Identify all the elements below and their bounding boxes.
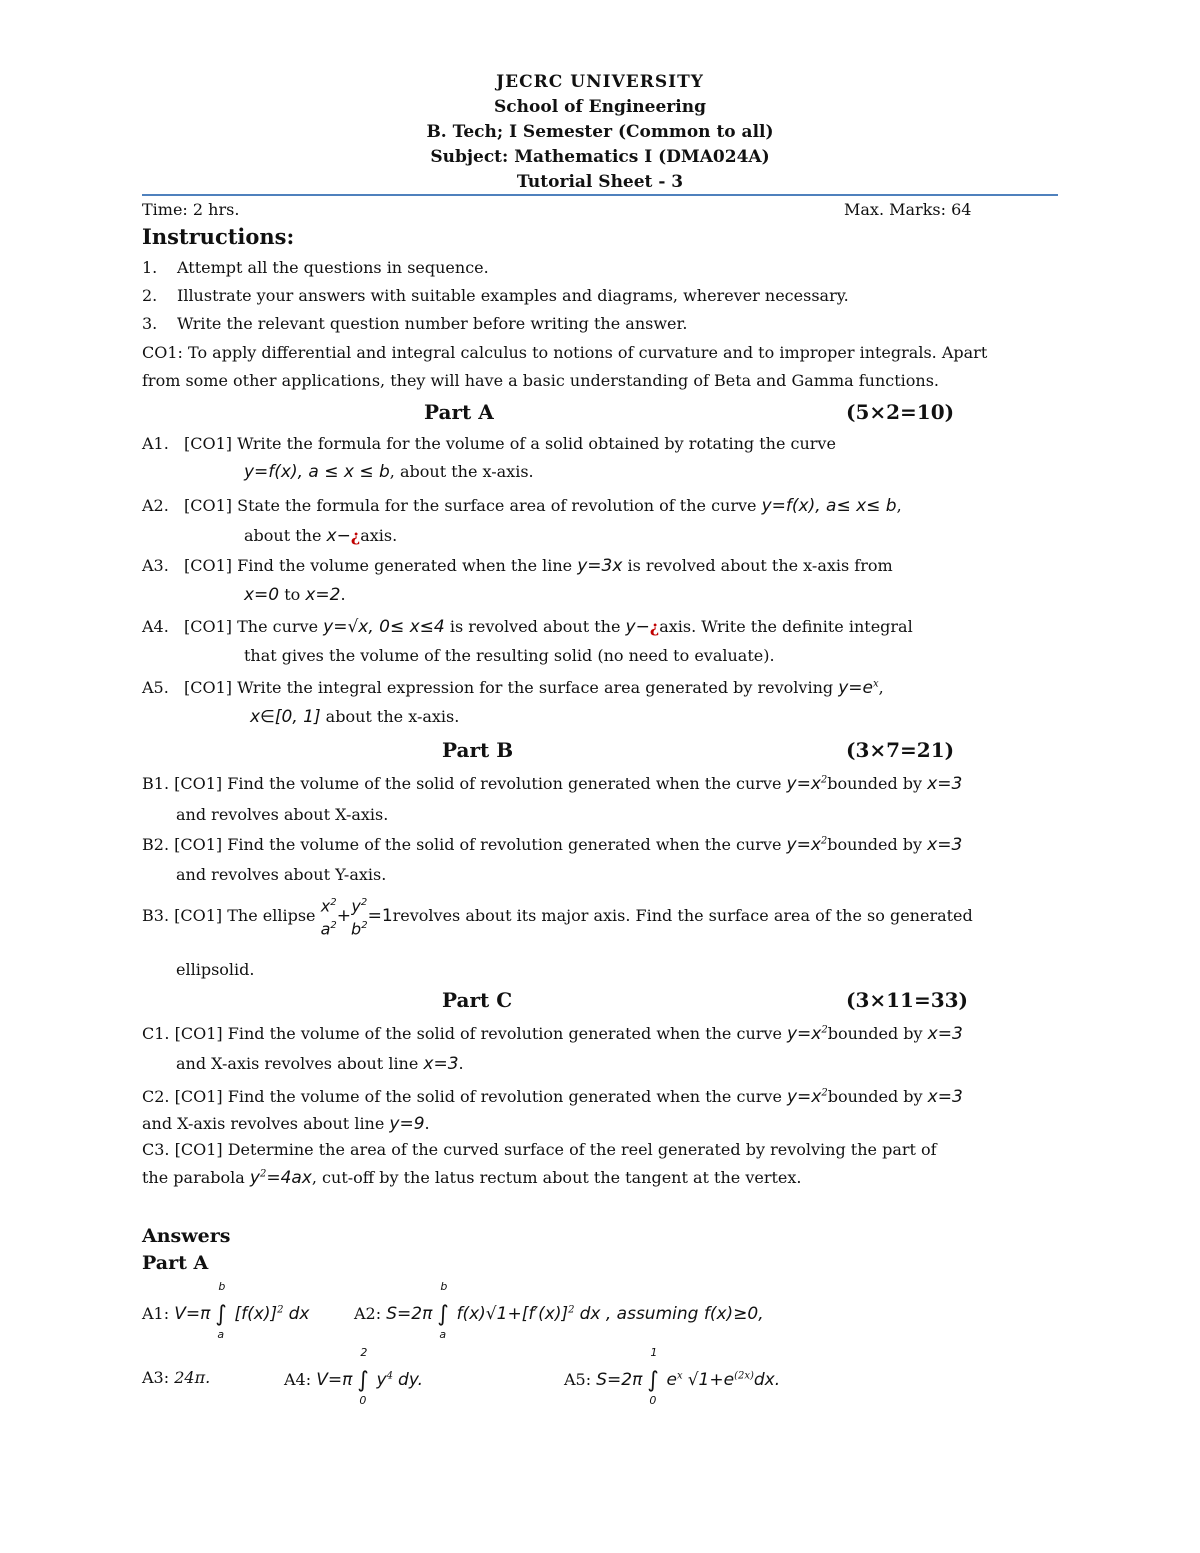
question-text: [CO1] Find the volume of the solid of revolution generated when the curve [174, 1087, 782, 1106]
math-expression: S=2π [596, 1370, 643, 1390]
superscript: 4 [386, 1370, 393, 1382]
integral-upper: b [218, 1280, 226, 1293]
math-expression: y=x [787, 1087, 822, 1107]
answer-label: A3: [142, 1368, 170, 1387]
answer-a1 [142, 1280, 310, 1341]
answer-a2 [354, 1280, 764, 1341]
math-expression: =4ax [266, 1168, 312, 1188]
question-text: , [878, 678, 884, 697]
answer-label: A1: [142, 1304, 170, 1323]
integral-icon: ∫ 1 0 [647, 1346, 659, 1407]
superscript: 2 [277, 1304, 284, 1316]
question-text: [CO1] Find the volume of the solid of revolution generated when the curve [174, 774, 782, 793]
superscript: 2 [568, 1304, 575, 1316]
question-b1-line2: and revolves about X-axis. [176, 805, 389, 824]
answer-value: 24π. [174, 1368, 211, 1387]
math-expression: y=3x [577, 556, 623, 576]
math-expression: x=2 [305, 585, 341, 605]
question-label: A1. [142, 434, 169, 453]
superscript: x [872, 678, 879, 690]
question-body [184, 496, 902, 516]
integral-upper: b [440, 1280, 448, 1293]
question-text: . [340, 585, 346, 604]
math-expression: y=x [786, 835, 821, 855]
program: B. Tech; I Semester (Common to all) [426, 122, 774, 142]
math-expression: x=3 [927, 1087, 963, 1107]
numerator-var: y [351, 896, 361, 916]
math-expression: e [666, 1370, 677, 1390]
question-text: [CO1] The curve [184, 617, 319, 636]
math-expression: y=x [787, 1024, 822, 1044]
question-text: axis. [360, 526, 398, 545]
integral-lower: a [439, 1328, 447, 1341]
question-text: to [284, 585, 301, 604]
question-text: about the [244, 526, 322, 545]
superscript: 2 [360, 897, 368, 908]
math-expression: y [249, 1168, 260, 1188]
question-text: [CO1] Find the volume of the solid of revolution generated when the curve [174, 835, 782, 854]
question-b1 [142, 774, 962, 794]
superscript: 2 [330, 920, 337, 932]
question-b3 [142, 893, 973, 940]
question-text: bounded by [827, 774, 923, 793]
instruction-2 [142, 286, 849, 305]
question-text: revolves about its major axis. Find the surface area of the so generated [392, 905, 973, 925]
question-label: A2. [142, 496, 169, 515]
fraction-y-over-b [351, 893, 368, 940]
math-expression: =1 [367, 905, 393, 926]
integral-upper: 1 [650, 1346, 658, 1359]
course-outcome-line1: CO1: To apply differential and integral calculus to notions of curvature and to improper integrals. Apart [142, 343, 988, 362]
question-label: C2. [142, 1087, 170, 1106]
answers-heading: Answers [142, 1225, 231, 1247]
fraction-denominator [321, 916, 337, 939]
answer-a5 [564, 1346, 781, 1407]
answer-a3 [142, 1368, 210, 1387]
question-c2 [142, 1087, 963, 1107]
answers-part-a: Part A [142, 1252, 209, 1274]
question-text: is revolved about the x-axis from [627, 556, 893, 575]
instruction-text: Write the relevant question number before writing the answer. [177, 314, 688, 333]
question-a2-line2 [244, 526, 397, 546]
math-expression: y=f(x), a ≤ x ≤ b [244, 462, 390, 482]
plus-sign: + [336, 905, 352, 926]
integral-lower: a [217, 1328, 225, 1341]
math-expression: y=x [786, 774, 821, 794]
superscript: (2x) [734, 1370, 754, 1382]
time-label: Time: 2 hrs. [142, 200, 240, 219]
question-text: [CO1] Write the formula for the volume of a solid obtained by rotating the curve [184, 434, 836, 453]
broken-glyph-icon: ¿ [350, 526, 361, 545]
instruction-text: Attempt all the questions in sequence. [177, 258, 489, 277]
math-expression: dy. [398, 1370, 423, 1390]
math-expression: dx , assuming f(x)≥0, [579, 1304, 764, 1324]
superscript: 2 [821, 1024, 828, 1036]
math-expression: x=3 [423, 1054, 459, 1074]
superscript: 2 [821, 1087, 828, 1099]
question-text: [CO1] Find the volume of the solid of revolution generated when the curve [174, 1024, 782, 1043]
denominator-var: a [320, 919, 331, 939]
integral-lower: 0 [359, 1394, 367, 1407]
superscript: 2 [259, 1168, 267, 1180]
part-a-marks: (5×2=10) [846, 400, 955, 424]
question-text: and X-axis revolves about line [176, 1054, 419, 1073]
integral-lower: 0 [649, 1394, 657, 1407]
math-expression: y [376, 1370, 387, 1390]
math-expression: dx [288, 1304, 310, 1324]
question-text: [CO1] State the formula for the surface area of revolution of the curve [184, 496, 757, 515]
university-name: JECRC UNIVERSITY [496, 72, 704, 92]
question-text: is revolved about the [449, 617, 621, 636]
superscript: 2 [820, 774, 828, 786]
integral-upper: 2 [360, 1346, 368, 1359]
question-c3-line2 [142, 1168, 801, 1188]
math-expression: y=e [838, 678, 873, 698]
math-expression: x=3 [927, 1024, 963, 1044]
question-a4 [142, 617, 913, 637]
answer-label: A2: [354, 1304, 382, 1323]
denominator-var: b [351, 919, 362, 939]
math-expression: V=π [174, 1304, 211, 1324]
question-a4-line2: that gives the volume of the resulting solid (no need to evaluate). [244, 646, 775, 665]
fraction-x-over-a [321, 893, 337, 940]
math-expression: √1+e [687, 1370, 735, 1390]
superscript: x [676, 1370, 683, 1382]
superscript: 2 [330, 897, 337, 908]
numerator-var: x [320, 896, 331, 916]
question-b3-line2: ellipsolid. [176, 960, 255, 979]
question-c1-line2 [176, 1054, 464, 1074]
math-expression: [f(x)] [234, 1304, 278, 1324]
question-text: , cut-off by the latus rectum about the tangent at the vertex. [311, 1168, 802, 1187]
part-c-marks: (3×11=33) [846, 988, 969, 1012]
integral-icon: ∫ b a [215, 1280, 227, 1341]
instruction-num: 1. [142, 258, 158, 277]
instruction-3 [142, 314, 688, 333]
max-marks: Max. Marks: 64 [844, 200, 972, 219]
question-text: bounded by [827, 835, 923, 854]
question-a1 [142, 434, 836, 453]
question-a5-line2 [250, 707, 459, 727]
math-expression: y=√x, 0≤ x≤4 [323, 617, 445, 637]
math-expression: x=0 [244, 585, 280, 605]
integral-icon: ∫ 2 0 [357, 1346, 369, 1407]
question-c3 [142, 1140, 937, 1159]
question-text: and X-axis revolves about line [142, 1114, 385, 1133]
instruction-1 [142, 258, 489, 277]
question-text: , about the x-axis. [389, 462, 534, 481]
question-a1-line2 [244, 462, 534, 482]
school-name: School of Engineering [494, 97, 706, 117]
math-expression: x∈[0, 1] [250, 707, 321, 727]
question-text: . [424, 1114, 430, 1133]
part-a-title: Part A [424, 400, 494, 424]
question-a5 [142, 678, 884, 698]
question-body [184, 617, 913, 637]
question-a3-line2 [244, 585, 346, 605]
question-text: bounded by [827, 1024, 923, 1043]
question-label: C1. [142, 1024, 170, 1043]
fraction-numerator [321, 893, 337, 916]
question-text: [CO1] Determine the area of the curved surface of the reel generated by revolving the part of [174, 1140, 937, 1159]
question-label: C3. [142, 1140, 170, 1159]
sheet-title: Tutorial Sheet - 3 [516, 172, 684, 192]
question-body [184, 678, 884, 698]
math-expression: S=2π [386, 1304, 433, 1324]
instruction-num: 2. [142, 286, 158, 305]
superscript: 2 [820, 835, 828, 847]
math-expression: y=9 [389, 1114, 425, 1134]
question-label: B1. [142, 774, 170, 793]
subject: Subject: Mathematics I (DMA024A) [430, 147, 770, 167]
question-text: the parabola [142, 1168, 245, 1187]
course-outcome-line2: from some other applications, they will have a basic understanding of Beta and Gamma functions. [142, 371, 940, 390]
instructions-heading: Instructions: [142, 224, 295, 249]
math-expression: f(x)√1+[f′(x)] [456, 1304, 569, 1324]
fraction-denominator [351, 916, 368, 939]
question-label: B2. [142, 835, 170, 854]
question-a2 [142, 496, 902, 516]
question-text: . [458, 1054, 464, 1073]
header-rule [142, 194, 1058, 196]
superscript: 2 [361, 920, 368, 932]
math-expression: dx. [753, 1370, 781, 1390]
instruction-num: 3. [142, 314, 158, 333]
question-c2-line2 [142, 1114, 430, 1134]
integral-icon: ∫ b a [437, 1280, 449, 1341]
broken-glyph-icon: ¿ [649, 617, 660, 636]
question-label: A5. [142, 678, 169, 697]
math-expression: x=3 [927, 835, 963, 855]
question-text: [CO1] Find the volume generated when the line [184, 556, 573, 575]
math-expression: x− [326, 526, 351, 546]
part-b-title: Part B [442, 738, 514, 762]
question-text: [CO1] Write the integral expression for the surface area generated by revolving [184, 678, 834, 697]
question-a3 [142, 556, 893, 576]
answer-a4 [284, 1346, 423, 1407]
question-body [184, 556, 893, 576]
part-b-marks: (3×7=21) [846, 738, 955, 762]
math-expression: x=3 [927, 774, 963, 794]
answer-label: A4: [284, 1370, 312, 1389]
answer-label: A5: [564, 1370, 592, 1389]
question-text: , [896, 496, 902, 515]
math-expression: y− [625, 617, 650, 637]
question-c1 [142, 1024, 963, 1044]
question-b2-line2: and revolves about Y-axis. [176, 865, 387, 884]
question-label: A3. [142, 556, 169, 575]
question-text: about the x-axis. [325, 707, 460, 726]
question-label: A4. [142, 617, 169, 636]
question-b2 [142, 835, 962, 855]
question-label: B3. [142, 905, 170, 925]
fraction-numerator [351, 893, 368, 916]
part-c-title: Part C [442, 988, 513, 1012]
instruction-text: Illustrate your answers with suitable examples and diagrams, wherever necessary. [177, 286, 849, 305]
question-text: axis. Write the definite integral [659, 617, 913, 636]
math-expression: V=π [316, 1370, 353, 1390]
question-text: bounded by [827, 1087, 923, 1106]
math-expression: y=f(x), a≤ x≤ b [761, 496, 897, 516]
question-text: [CO1] The ellipse [174, 905, 316, 925]
